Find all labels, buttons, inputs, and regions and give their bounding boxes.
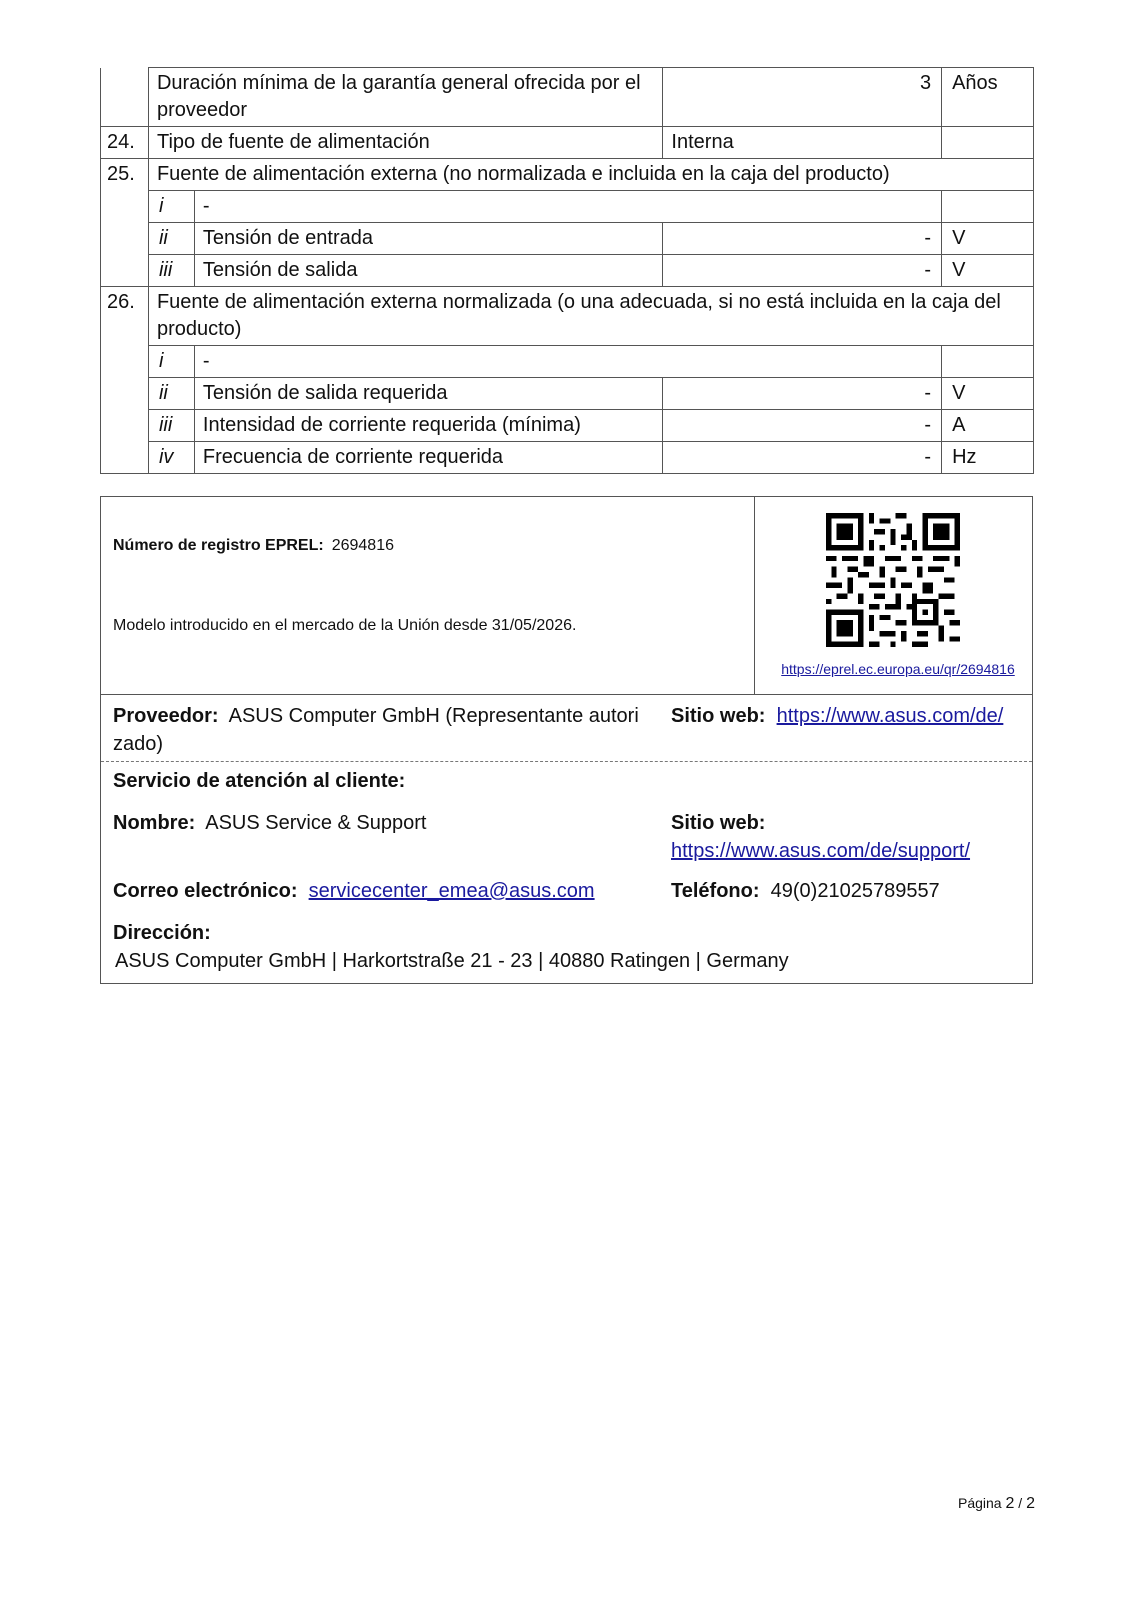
- external-psu-label: Fuente de alimentación externa (no normalizada e incluida en la caja del producto): [148, 159, 1033, 191]
- sub-index: iii: [148, 255, 194, 287]
- service-site-link[interactable]: https://www.asus.com/de/support/: [671, 840, 971, 862]
- registration-section: [101, 497, 1032, 695]
- table-row: [101, 68, 1034, 127]
- service-title: Servicio de atención al cliente:: [113, 770, 406, 792]
- address-value: ASUS Computer GmbH | Harkortstraße 21 - 23 | 40880 Ratingen | Germany: [115, 950, 789, 972]
- row-number: 24.: [101, 127, 149, 159]
- table-row: [101, 223, 1034, 255]
- required-frequency-value: -: [663, 442, 942, 474]
- required-current-label: Intensidad de corriente requerida (mínima): [194, 410, 663, 442]
- page-total: 2: [1026, 1495, 1035, 1512]
- standard-psu-label: Fuente de alimentación externa normalizada (o una adecuada, si no está incluida en la caja del producto): [148, 287, 1033, 346]
- page-separator: /: [1018, 1495, 1023, 1511]
- registration-line: [113, 537, 394, 555]
- required-output-voltage-value: -: [663, 378, 942, 410]
- email-link[interactable]: servicecenter_emea@asus.com: [308, 880, 595, 902]
- spec-table: [100, 67, 1034, 474]
- sub-index: i: [148, 346, 194, 378]
- service-site-label: Sitio web:: [671, 812, 766, 834]
- address-label: Dirección:: [113, 922, 211, 944]
- power-supply-type-label: Tipo de fuente de alimentación: [148, 127, 662, 159]
- table-row: [101, 127, 1034, 159]
- output-voltage-label: Tensión de salida: [194, 255, 663, 287]
- qr-url-link[interactable]: https://eprel.ec.europa.eu/qr/2694816: [781, 661, 1015, 677]
- table-row: [101, 410, 1034, 442]
- page-number: [958, 1495, 1035, 1513]
- required-current-unit: A: [942, 410, 1034, 442]
- input-voltage-label: Tensión de entrada: [194, 223, 663, 255]
- supplier-row: [101, 694, 1032, 762]
- required-output-voltage-unit: V: [942, 378, 1034, 410]
- qr-code-icon: [826, 513, 960, 647]
- table-row: [101, 159, 1034, 191]
- sub-index: ii: [148, 223, 194, 255]
- sub-label: -: [194, 191, 941, 223]
- table-row: [101, 191, 1034, 223]
- phone-value: 49(0)21025789557: [770, 880, 940, 902]
- row-number: 26.: [101, 287, 149, 346]
- model-market-date: Modelo introducido en el mercado de la Unión desde 31/05/2026.: [113, 617, 577, 634]
- supplier-info-box: [100, 496, 1033, 984]
- supplier-value: ASUS Computer GmbH (Representante autori zado): [113, 705, 639, 755]
- registration-number: 2694816: [331, 537, 394, 554]
- name-label: Nombre:: [113, 812, 196, 834]
- table-row: [101, 378, 1034, 410]
- page-prefix: Página: [958, 1495, 1002, 1511]
- output-voltage-unit: V: [942, 255, 1034, 287]
- phone-label: Teléfono:: [671, 880, 760, 902]
- warranty-label: Duración mínima de la garantía general ofrecida por el proveedor: [148, 68, 662, 127]
- input-voltage-value: -: [663, 223, 942, 255]
- input-voltage-unit: V: [942, 223, 1034, 255]
- sub-label: -: [194, 346, 941, 378]
- required-output-voltage-label: Tensión de salida requerida: [194, 378, 663, 410]
- table-row: [101, 255, 1034, 287]
- sub-index: iii: [148, 410, 194, 442]
- email-label: Correo electrónico:: [113, 880, 298, 902]
- sub-index: ii: [148, 378, 194, 410]
- sub-index: iv: [148, 442, 194, 474]
- row-number: 25.: [101, 159, 149, 191]
- supplier-label: Proveedor:: [113, 705, 219, 727]
- registration-label: Número de registro EPREL:: [113, 537, 324, 554]
- sub-index: i: [148, 191, 194, 223]
- required-frequency-unit: Hz: [942, 442, 1034, 474]
- website-label: Sitio web:: [671, 705, 766, 727]
- table-row: [101, 442, 1034, 474]
- table-row: [101, 287, 1034, 346]
- required-frequency-label: Frecuencia de corriente requerida: [194, 442, 663, 474]
- warranty-unit: Años: [942, 68, 1034, 127]
- power-supply-type-value: Interna: [663, 127, 942, 159]
- website-link[interactable]: https://www.asus.com/de/: [776, 705, 1004, 727]
- name-value: ASUS Service & Support: [205, 812, 427, 834]
- output-voltage-value: -: [663, 255, 942, 287]
- required-current-value: -: [663, 410, 942, 442]
- page-current: 2: [1005, 1495, 1015, 1512]
- table-row: [101, 346, 1034, 378]
- warranty-value: 3: [663, 68, 942, 127]
